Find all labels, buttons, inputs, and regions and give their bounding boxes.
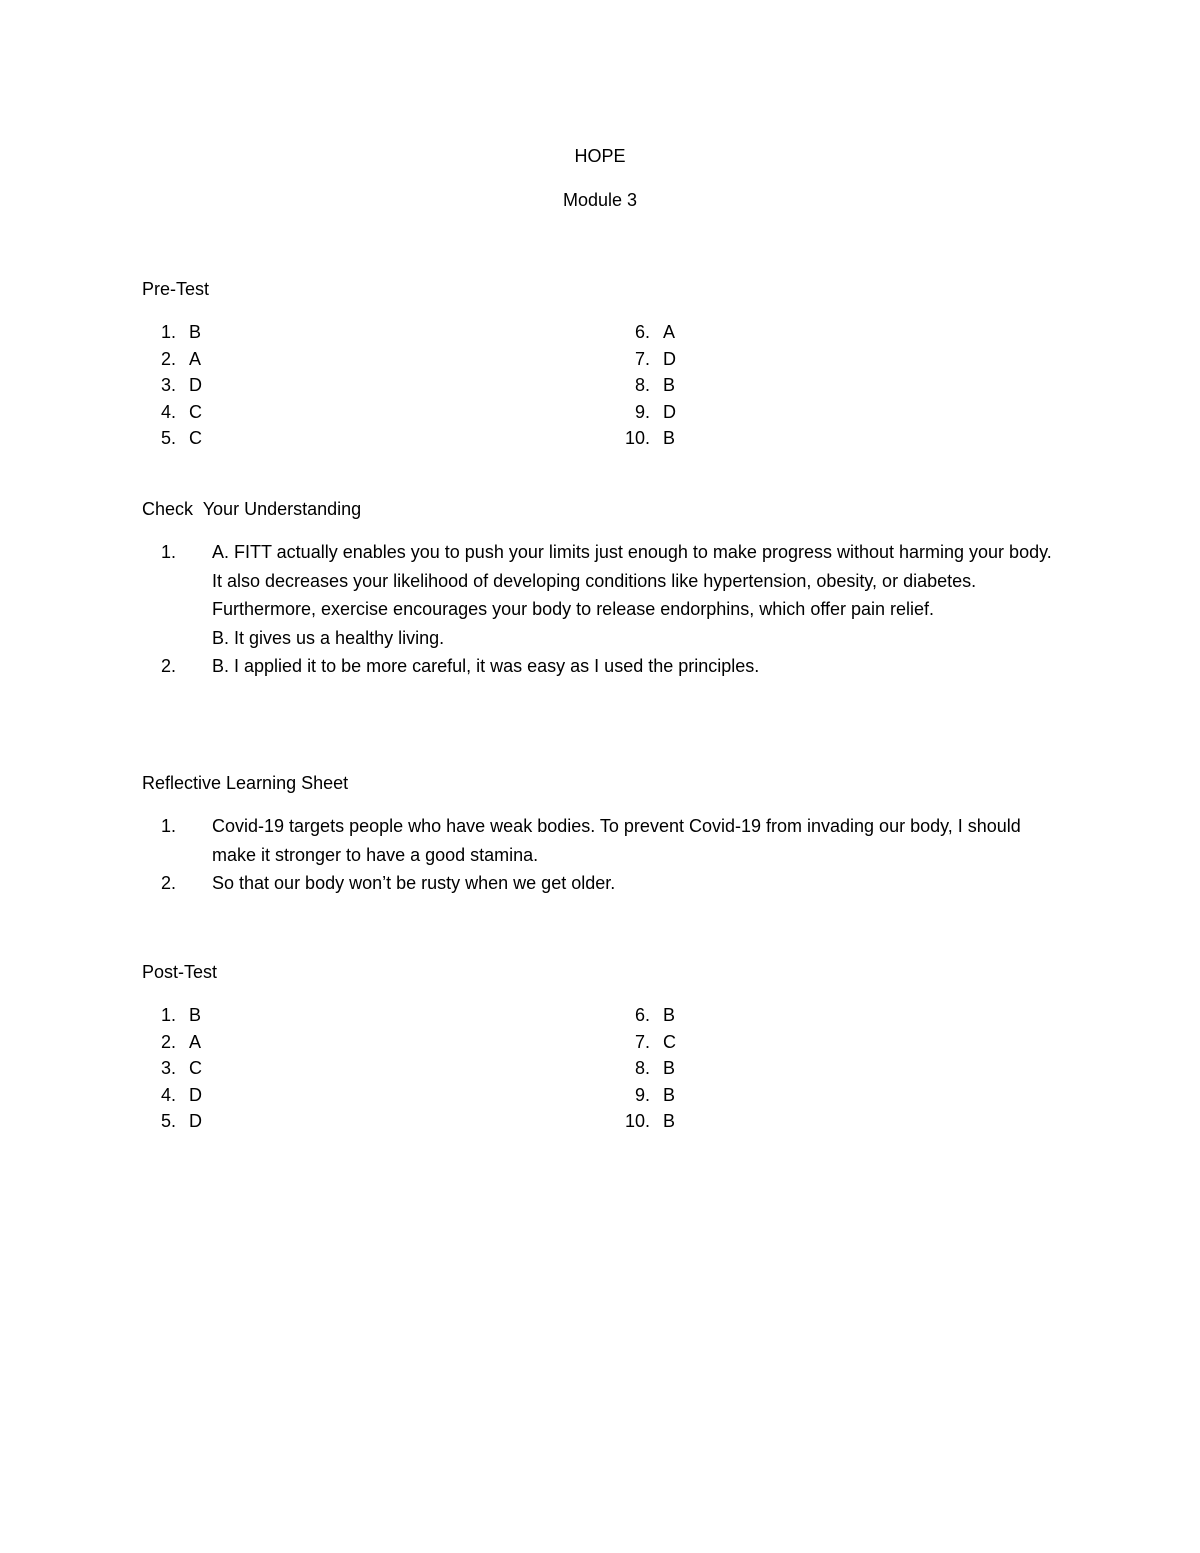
item-answer: B: [663, 1111, 676, 1131]
list-item: [614, 1082, 676, 1109]
item-number: 1.: [160, 322, 176, 342]
list-item: [142, 812, 1052, 869]
answer-part-a: A. FITT actually enables you to push your limits just enough to make progress without harming your body. It also decreases your likelihood of developing conditions like hypertension, obesity, or diabetes. Furthermore, exercise encourages your body to release endorphins, which offer pain relief.: [212, 542, 1052, 619]
item-number: 7.: [634, 1031, 650, 1052]
item-number: 9.: [634, 401, 650, 422]
item-answer: B: [663, 1058, 676, 1078]
item-body: [212, 652, 1052, 681]
item-number: 9.: [634, 1084, 650, 1105]
item-answer: B: [663, 428, 676, 448]
list-item: [140, 1108, 202, 1135]
item-answer: B: [189, 1005, 202, 1025]
item-body: [212, 812, 1052, 869]
item-answer: C: [189, 401, 202, 422]
list-item: [614, 1002, 676, 1029]
list-item: [142, 538, 1052, 652]
item-number: 10.: [624, 1111, 650, 1131]
list-item: [142, 652, 1052, 681]
item-body: [212, 869, 1052, 898]
item-number: 1.: [160, 542, 176, 562]
answer-part-a: B. I applied it to be more careful, it was easy as I used the principles.: [212, 656, 760, 676]
document-title: HOPE: [574, 146, 626, 166]
reflective-list: [142, 812, 1052, 898]
list-item: [140, 399, 202, 426]
list-item: [614, 399, 676, 426]
post-test-answers-right: [614, 1002, 676, 1135]
item-number: 7.: [634, 348, 650, 369]
list-item: [140, 372, 202, 399]
item-answer: C: [189, 428, 202, 448]
item-number: 6.: [634, 322, 650, 342]
item-number: 8.: [634, 1058, 650, 1078]
item-number: 10.: [624, 428, 650, 448]
list-item: [140, 1002, 202, 1029]
pre-test-answers-left: [140, 319, 202, 452]
item-answer: D: [189, 1111, 202, 1131]
reflective-heading: Reflective Learning Sheet: [142, 773, 349, 793]
check-understanding-heading: Check Your Understanding: [142, 499, 362, 519]
reflection-text: So that our body won’t be rusty when we get older.: [212, 873, 616, 893]
list-item: [614, 425, 676, 452]
item-answer: D: [663, 348, 676, 369]
item-answer: D: [189, 375, 202, 395]
item-answer: B: [189, 322, 202, 342]
item-number: 4.: [160, 401, 176, 422]
item-answer: A: [189, 348, 202, 369]
item-answer: C: [189, 1058, 202, 1078]
item-number: 2.: [160, 1031, 176, 1052]
pre-test-answers-right: [614, 319, 676, 452]
item-answer: A: [663, 322, 676, 342]
item-number: 5.: [160, 1111, 176, 1131]
list-item: [140, 1082, 202, 1109]
item-answer: C: [663, 1031, 676, 1052]
answer-part-b: B. It gives us a healthy living.: [212, 627, 445, 648]
document-subtitle: Module 3: [562, 190, 638, 210]
check-understanding-list: [142, 538, 1052, 681]
item-answer: A: [189, 1031, 202, 1052]
reflection-text: Covid-19 targets people who have weak bodies. To prevent Covid-19 from invading our body, I should make it stronger to have a good stamina.: [212, 816, 1021, 865]
item-answer: D: [663, 401, 676, 422]
item-body: [212, 538, 1052, 652]
item-number: 8.: [634, 375, 650, 395]
list-item: [142, 869, 1052, 898]
item-number: 1.: [160, 816, 176, 836]
item-number: 6.: [634, 1005, 650, 1025]
item-number: 2.: [160, 348, 176, 369]
list-item: [140, 319, 202, 346]
item-number: 2.: [160, 873, 176, 893]
list-item: [614, 319, 676, 346]
item-answer: B: [663, 1084, 676, 1105]
pre-test-heading: Pre-Test: [142, 279, 210, 299]
list-item: [614, 1055, 676, 1082]
list-item: [614, 1108, 676, 1135]
list-item: [140, 346, 202, 373]
list-item: [140, 1055, 202, 1082]
post-test-heading: Post-Test: [142, 962, 218, 982]
item-answer: D: [189, 1084, 202, 1105]
item-answer: B: [663, 1005, 676, 1025]
list-item: [614, 346, 676, 373]
list-item: [140, 1029, 202, 1056]
item-number: 1.: [160, 1005, 176, 1025]
list-item: [614, 1029, 676, 1056]
list-item: [140, 425, 202, 452]
list-item: [614, 372, 676, 399]
item-number: 2.: [160, 656, 176, 676]
item-answer: B: [663, 375, 676, 395]
item-number: 4.: [160, 1084, 176, 1105]
post-test-answers-left: [140, 1002, 202, 1135]
item-number: 3.: [160, 375, 176, 395]
item-number: 5.: [160, 428, 176, 448]
item-number: 3.: [160, 1058, 176, 1078]
